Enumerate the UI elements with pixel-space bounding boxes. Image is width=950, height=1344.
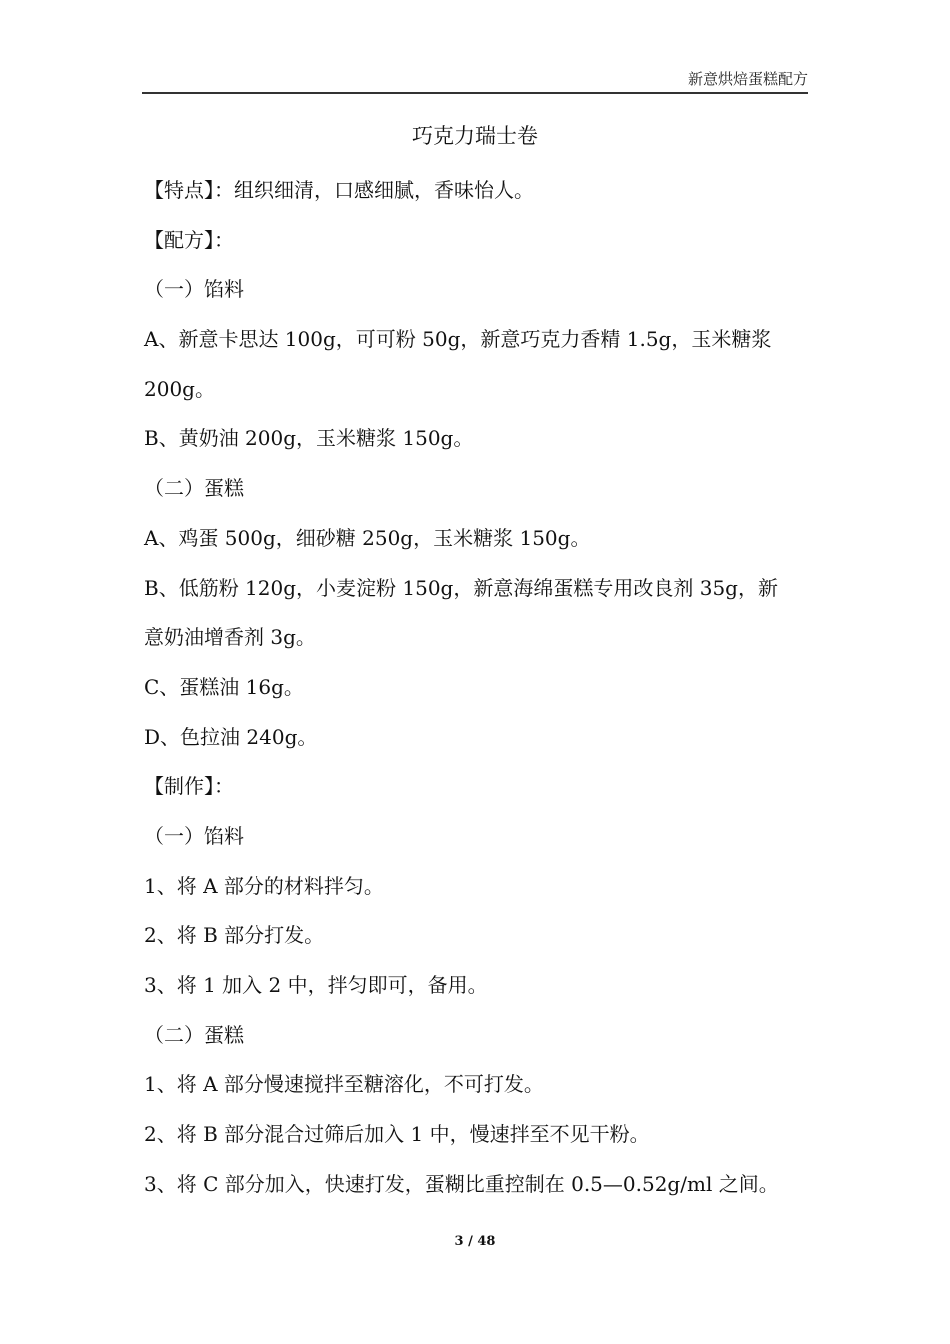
text-line: B、低筋粉 120g，小麦淀粉 150g，新意海绵蛋糕专用改良剂 35g，新 xyxy=(144,575,778,600)
text-line: 2、将 B 部分混合过筛后加入 1 中，慢速拌至不见干粉。 xyxy=(144,1122,650,1147)
text-line: 【制作】： xyxy=(144,774,234,799)
text-line: 【配方】： xyxy=(144,227,234,252)
text-line: A、鸡蛋 500g，细砂糖 250g，玉米糖浆 150g。 xyxy=(144,525,591,550)
recipe-title: 巧克力瑞士卷 xyxy=(412,124,538,148)
running-header-title: 新意烘焙蛋糕配方 xyxy=(687,70,808,88)
text-line: （二）蛋糕 xyxy=(144,476,244,501)
recipe-body xyxy=(144,166,808,1209)
text-line: 3、将 C 部分加入，快速打发，蛋糊比重控制在 0.5—0.52g/ml 之间。 xyxy=(144,1171,779,1196)
text-line: 200g。 xyxy=(144,376,215,401)
text-line: （一）馅料 xyxy=(144,823,244,848)
header-rule xyxy=(142,92,808,94)
text-line: 意奶油增香剂 3g。 xyxy=(144,625,316,650)
text-line: 1、将 A 部分的材料拌匀。 xyxy=(144,873,384,898)
text-line: A、新意卡思达 100g，可可粉 50g，新意巧克力香精 1.5g，玉米糖浆 xyxy=(144,327,772,352)
text-line: 【特点】：组织细清，口感细腻，香味怡人。 xyxy=(144,178,534,202)
text-line: D、色拉油 240g。 xyxy=(144,724,318,749)
text-line: （一）馅料 xyxy=(144,277,244,302)
page-number: 3 / 48 xyxy=(454,1234,496,1249)
text-line: 3、将 1 加入 2 中，拌匀即可，备用。 xyxy=(144,973,488,997)
text-line: C、蛋糕油 16g。 xyxy=(144,674,304,699)
text-line: B、黄奶油 200g，玉米糖浆 150g。 xyxy=(144,426,474,451)
text-line: （二）蛋糕 xyxy=(144,1022,244,1047)
text-line: 2、将 B 部分打发。 xyxy=(144,923,325,948)
text-line: 1、将 A 部分慢速搅拌至糖溶化，不可打发。 xyxy=(144,1072,544,1097)
